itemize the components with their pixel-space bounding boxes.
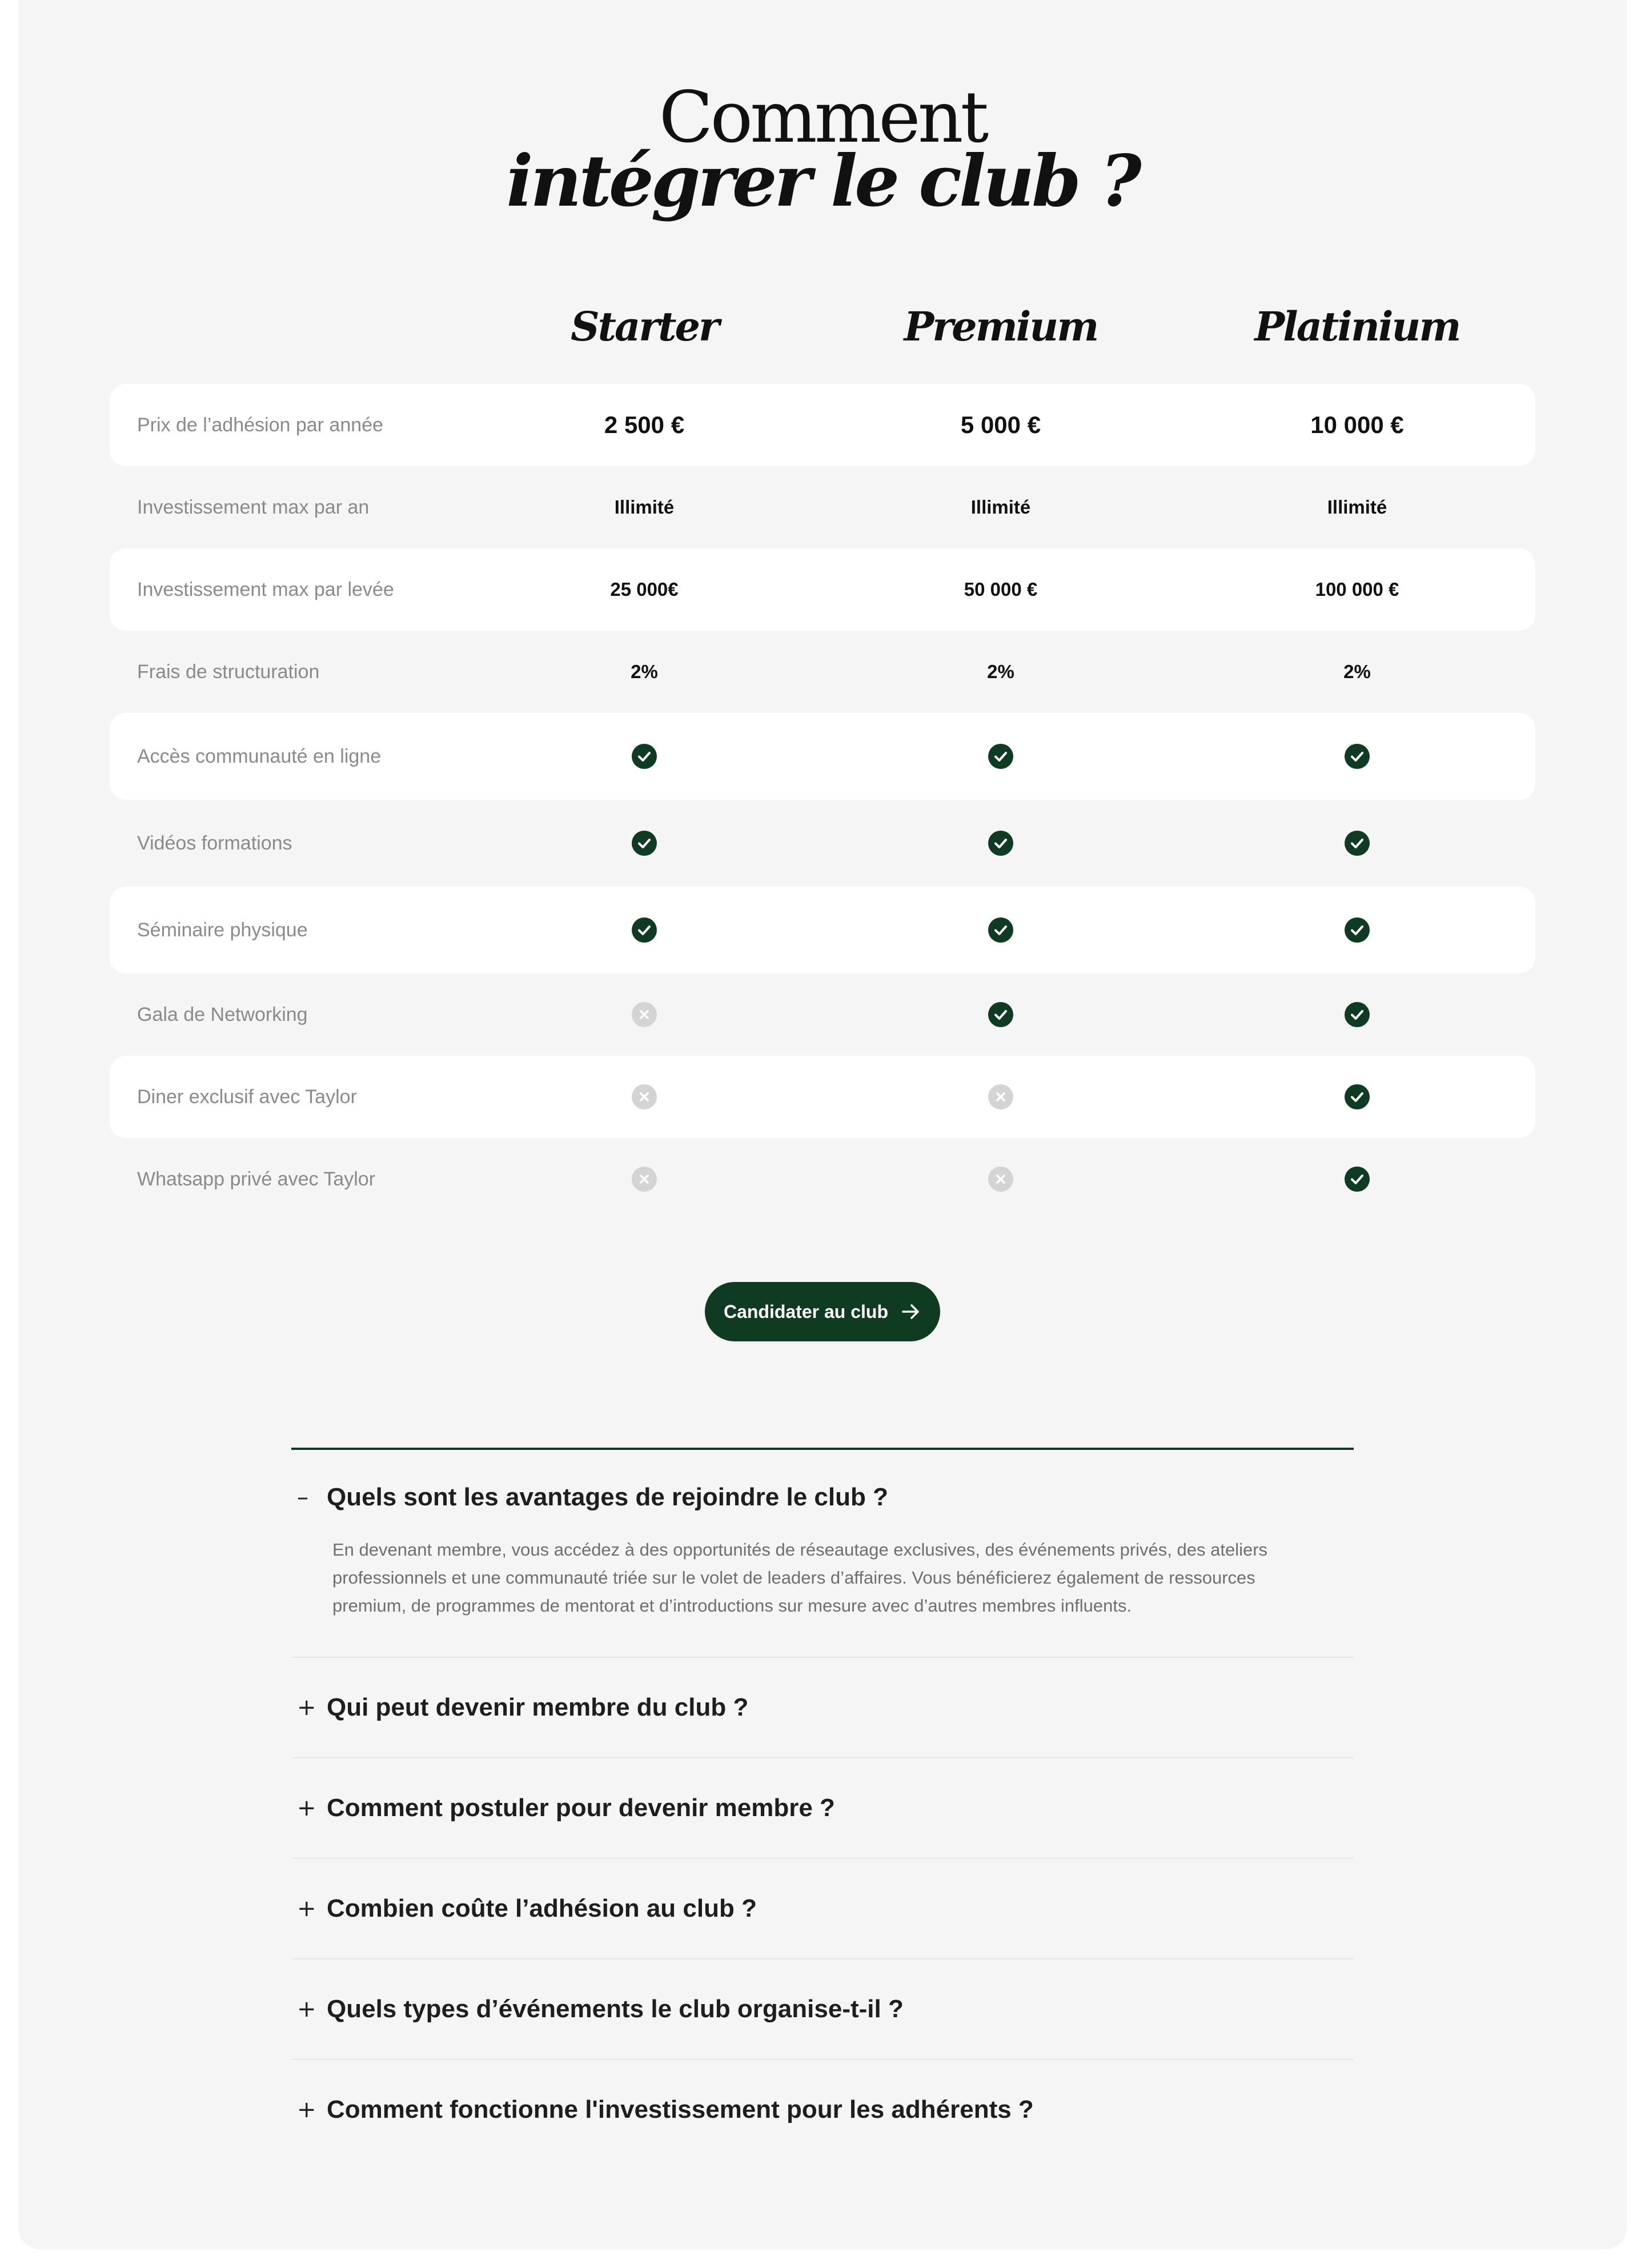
check-circle-icon — [1345, 744, 1370, 769]
row-label: Gala de Networking — [137, 1003, 308, 1025]
faq-question-toggle[interactable] — [291, 1894, 1354, 1923]
table-cell-premium — [852, 713, 1149, 800]
row-label: Accès communauté en ligne — [137, 745, 382, 767]
faq-item — [291, 1859, 1354, 1960]
check-circle-icon — [1345, 1002, 1370, 1027]
faq-item — [291, 1658, 1354, 1758]
row-label: Investissement max par an — [137, 496, 370, 518]
pricing-section — [18, 0, 1627, 2250]
plus-icon: + — [297, 1694, 316, 1721]
table-cell-platinium: 2% — [1343, 661, 1371, 682]
table-cell-platinium: Illimité — [1327, 496, 1387, 518]
table-cell-starter — [496, 887, 793, 973]
plus-icon: + — [297, 1795, 316, 1821]
minus-icon: – — [297, 1484, 308, 1510]
faq-item — [291, 2060, 1354, 2159]
check-circle-icon — [988, 831, 1013, 856]
table-cell-platinium — [1209, 1056, 1506, 1138]
table-cell-platinium — [1209, 973, 1506, 1056]
table-cell-starter — [496, 713, 793, 800]
table-cell-premium: Illimité — [970, 496, 1031, 518]
table-cell-starter — [496, 800, 793, 887]
x-circle-icon — [988, 1167, 1013, 1192]
table-cell-platinium — [1209, 1138, 1506, 1220]
faq-question: Qui peut devenir membre du club ? — [327, 1693, 749, 1721]
table-row — [110, 548, 1535, 631]
plan-name-starter: Starter — [571, 303, 718, 350]
table-cell-premium — [852, 1138, 1149, 1220]
faq-question: Quels types d’événements le club organise-t-il ? — [327, 1995, 904, 2023]
table-row — [110, 1056, 1535, 1138]
table-cell-premium: 2% — [987, 661, 1014, 682]
faq-item — [291, 1960, 1354, 2060]
plus-icon: + — [297, 1996, 316, 2022]
x-circle-icon — [632, 1002, 657, 1027]
faq-item — [291, 1758, 1354, 1859]
plan-header — [18, 303, 1627, 360]
title-line-2: intégrer le club ? — [506, 140, 1139, 223]
faq-question-toggle[interactable] — [291, 2095, 1354, 2124]
table-cell-starter: 2% — [631, 661, 658, 682]
faq-question-toggle[interactable] — [291, 1794, 1354, 1822]
faq-answer: En devenant membre, vous accédez à des opportunités de réseautage exclusives, des événements privés, des ateliers professionnels et une communauté triée sur le volet de leaders d’affaires. Vous bénéficierez également de ressources premium, de programmes de mentorat et d’introductions sur mesure avec d’autres membres influents. — [332, 1540, 1268, 1616]
row-label: Diner exclusif avec Taylor — [137, 1085, 357, 1108]
table-cell-premium: 5 000 € — [960, 411, 1041, 438]
table-row — [110, 800, 1535, 887]
table-cell-platinium — [1209, 887, 1506, 973]
faq-question-toggle[interactable] — [291, 1995, 1354, 2023]
faq-question-toggle[interactable] — [291, 1483, 1354, 1512]
table-row — [110, 466, 1535, 548]
table-row — [110, 1138, 1535, 1220]
faq-question: Combien coûte l’adhésion au club ? — [327, 1894, 757, 1922]
table-row — [110, 973, 1535, 1056]
row-label: Whatsapp privé avec Taylor — [137, 1168, 376, 1190]
table-row — [110, 631, 1535, 713]
x-circle-icon — [632, 1084, 657, 1109]
table-row — [110, 713, 1535, 800]
table-row — [110, 887, 1535, 973]
check-circle-icon — [988, 1002, 1013, 1027]
table-cell-starter: 2 500 € — [604, 411, 685, 438]
table-cell-starter — [496, 973, 793, 1056]
row-label: Prix de l’adhésion par année — [137, 414, 383, 436]
plan-name-platinium: Platinium — [1254, 303, 1460, 350]
section-title — [18, 77, 1627, 223]
table-cell-premium: 50 000 € — [964, 579, 1038, 600]
table-cell-premium — [852, 887, 1149, 973]
comparison-table — [110, 384, 1535, 1220]
faq-question: Comment fonctionne l'investissement pour les adhérents ? — [327, 2095, 1034, 2123]
check-circle-icon — [1345, 1167, 1370, 1192]
apply-button[interactable] — [705, 1282, 940, 1341]
x-circle-icon — [632, 1167, 657, 1192]
check-circle-icon — [988, 744, 1013, 769]
table-cell-premium — [852, 973, 1149, 1056]
faq-question: Comment postuler pour devenir membre ? — [327, 1794, 835, 1822]
table-cell-platinium: 100 000 € — [1315, 579, 1399, 600]
table-cell-platinium: 10 000 € — [1310, 411, 1404, 438]
check-circle-icon — [632, 831, 657, 856]
faq-item — [291, 1450, 1354, 1658]
table-cell-starter: Illimité — [614, 496, 675, 518]
apply-button-label: Candidater au club — [723, 1301, 889, 1322]
check-circle-icon — [632, 744, 657, 769]
plus-icon: + — [297, 2097, 316, 2123]
table-cell-starter — [496, 1056, 793, 1138]
check-circle-icon — [632, 917, 657, 943]
check-circle-icon — [988, 917, 1013, 943]
plus-icon: + — [297, 1896, 316, 1922]
check-circle-icon — [1345, 1084, 1370, 1109]
arrow-right-icon — [901, 1301, 921, 1322]
x-circle-icon — [988, 1084, 1013, 1109]
faq-question-toggle[interactable] — [291, 1693, 1354, 1722]
table-cell-starter — [496, 1138, 793, 1220]
table-row — [110, 384, 1535, 466]
table-cell-premium — [852, 800, 1149, 887]
table-cell-platinium — [1209, 800, 1506, 887]
title-line-1: Comment — [659, 77, 986, 159]
check-circle-icon — [1345, 831, 1370, 856]
faq-question: Quels sont les avantages de rejoindre le club ? — [327, 1483, 888, 1511]
row-label: Frais de structuration — [137, 660, 320, 683]
plan-name-premium: Premium — [904, 303, 1098, 350]
table-cell-platinium — [1209, 713, 1506, 800]
table-cell-premium — [852, 1056, 1149, 1138]
faq-list — [291, 1448, 1354, 2159]
table-cell-starter: 25 000€ — [610, 579, 679, 600]
check-circle-icon — [1345, 917, 1370, 943]
row-label: Séminaire physique — [137, 919, 308, 941]
row-label: Vidéos formations — [137, 832, 292, 854]
row-label: Investissement max par levée — [137, 578, 394, 600]
